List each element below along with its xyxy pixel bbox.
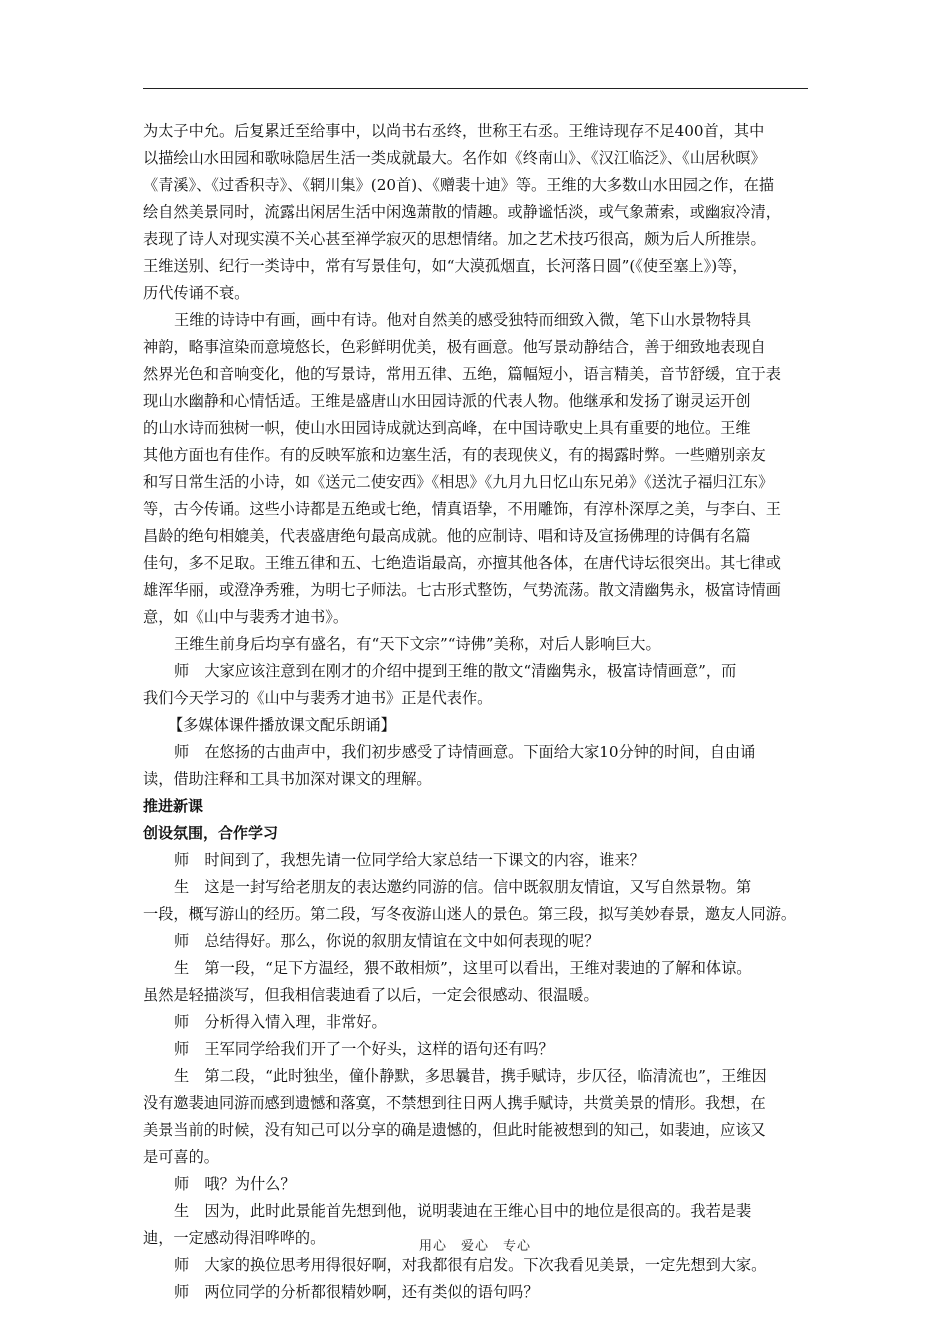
text-line: 迪，一定感动得泪哗哗的。: [143, 1229, 326, 1247]
dialogue-line: 生 这是一封写给老朋友的表达邀约同游的信。信中既叙朋友情谊，又写自然景物。第: [174, 878, 752, 896]
text-line: 然界光色和音响变化，他的写景诗，常用五律、五绝，篇幅短小，语言精美，音节舒缓，宜于表: [143, 365, 781, 383]
dialogue-line: 师 分析得入情入理，非常好。: [174, 1013, 387, 1031]
dialogue-line: 生 因为，此时此景能首先想到他，说明裴迪在王维心目中的地位是很高的。我若是裴: [174, 1202, 752, 1220]
dialogue-line: 师 大家的换位思考用得很好啊，对我都很有启发。下次我看见美景，一定先想到大家。: [174, 1256, 767, 1274]
text-line: 和写日常生活的小诗，如《送元二使安西》《相思》《九月九日忆山东兄弟》《送沈子福归江东》: [143, 473, 774, 491]
text-line: 为太子中允。后复累迁至给事中，以尚书右丞终，世称王右丞。王维诗现存不足400首，其中: [143, 122, 765, 140]
text-line: 雄浑华丽，或澄净秀雅，为明七子师法。七古形式整饬，气势流荡。散文清幽隽永，极富诗情画: [143, 581, 781, 599]
text-line: 的山水诗而独树一帜，使山水田园诗成就达到高峰，在中国诗歌史上具有重要的地位。王维: [143, 419, 751, 437]
text-line: 佳句，多不足取。王维五律和五、七绝造诣最高，亦擅其他各体，在唐代诗坛很突出。其七律或: [143, 554, 781, 572]
dialogue-line: 师 总结得好。那么，你说的叙朋友情谊在文中如何表现的呢？: [174, 932, 600, 950]
text-line: 美景当前的时候，没有知己可以分享的确是遗憾的，但此时能被想到的知己，如裴迪，应该又: [143, 1121, 766, 1139]
dialogue-line: 生 第一段，“足下方温经，猥不敢相烦”，这里可以看出，王维对裴迪的了解和体谅。: [174, 959, 752, 977]
text-line: 《青溪》、《过香积寺》、《辋川集》(20首)、《赠裴十迪》等。王维的大多数山水田园之作，在描: [143, 176, 775, 194]
text-line: 我们今天学习的《山中与裴秀才迪书》正是代表作。: [143, 689, 493, 707]
dialogue-line: 师 大家应该注意到在刚才的介绍中提到王维的散文“清幽隽永，极富诗情画意”，而: [174, 662, 737, 680]
text-line: 等，古今传诵。这些小诗都是五绝或七绝，情真语挚，不用雕饰，有淳朴深厚之美，与李白、王: [143, 500, 781, 518]
header-rule: [143, 88, 808, 89]
document-body: [143, 118, 810, 1306]
text-line: 表现了诗人对现实漠不关心甚至禅学寂灭的思想情绪。加之艺术技巧很高，颇为后人所推崇。: [143, 230, 766, 248]
text-line: 意，如《山中与裴秀才迪书》。: [143, 608, 349, 626]
text-line: 绘自然美景同时，流露出闲居生活中闲逸萧散的情趣。或静谧恬淡，或气象萧索，或幽寂冷清，: [143, 203, 781, 221]
subsection-heading: 创设氛围，合作学习: [143, 824, 279, 842]
stage-direction: 【多媒体课件播放课文配乐朗诵】: [168, 716, 396, 734]
text-line: 虽然是轻描淡写，但我相信裴迪看了以后，一定会很感动、很温暖。: [143, 986, 599, 1004]
dialogue-line: 师 哦？为什么？: [174, 1175, 296, 1193]
text-line: 没有邀裴迪同游而感到遗憾和落寞，不禁想到往日两人携手赋诗，共赏美景的情形。我想，在: [143, 1094, 766, 1112]
text-line: 神韵，略事渲染而意境悠长，色彩鲜明优美，极有画意。他写景动静结合，善于细致地表现自: [143, 338, 766, 356]
dialogue-line: 师 王军同学给我们开了一个好头，这样的语句还有吗？: [174, 1040, 554, 1058]
text-line: 王维送别、纪行一类诗中，常有写景佳句，如“大漠孤烟直，长河落日圆”(《使至塞上》)等，: [143, 257, 748, 275]
text-line: 一段，概写游山的经历。第二段，写冬夜游山迷人的景色。第三段，拟写美妙春景，邀友人同游。: [143, 905, 797, 923]
text-line: 现山水幽静和心情恬适。王维是盛唐山水田园诗派的代表人物。他继承和发扬了谢灵运开创: [143, 392, 751, 410]
text-line: 以描绘山水田园和歌咏隐居生活一类成就最大。名作如《终南山》、《汉江临泛》、《山居秋暝》: [143, 149, 766, 167]
text-line: 其他方面也有佳作。有的反映军旅和边塞生活，有的表现侠义，有的揭露时弊。一些赠别亲友: [143, 446, 766, 464]
text-line: 王维的诗诗中有画，画中有诗。他对自然美的感受独特而细致入微，笔下山水景物特具: [174, 311, 752, 329]
section-heading: 推进新课: [143, 797, 204, 815]
dialogue-line: 师 两位同学的分析都很精妙啊，还有类似的语句吗？: [174, 1283, 539, 1301]
dialogue-line: 师 时间到了，我想先请一位同学给大家总结一下课文的内容，谁来？: [174, 851, 645, 869]
text-line: 历代传诵不衰。: [143, 284, 250, 302]
text-line: 王维生前身后均享有盛名，有“天下文宗”“诗佛”美称，对后人影响巨大。: [174, 635, 661, 653]
text-line: 是可喜的。: [143, 1148, 219, 1166]
dialogue-line: 生 第二段，“此时独坐，僮仆静默，多思曩昔，携手赋诗，步仄径，临清流也”，王维因: [174, 1067, 767, 1085]
dialogue-line: 师 在悠扬的古曲声中，我们初步感受了诗情画意。下面给大家10分钟的时间，自由诵: [174, 743, 756, 761]
text-line: 昌龄的绝句相媲美，代表盛唐绝句最高成就。他的应制诗、唱和诗及宣扬佛理的诗偶有名篇: [143, 527, 751, 545]
text-line: 读，借助注释和工具书加深对课文的理解。: [143, 770, 432, 788]
page-footer: 用心 爱心 专心: [418, 1239, 531, 1254]
